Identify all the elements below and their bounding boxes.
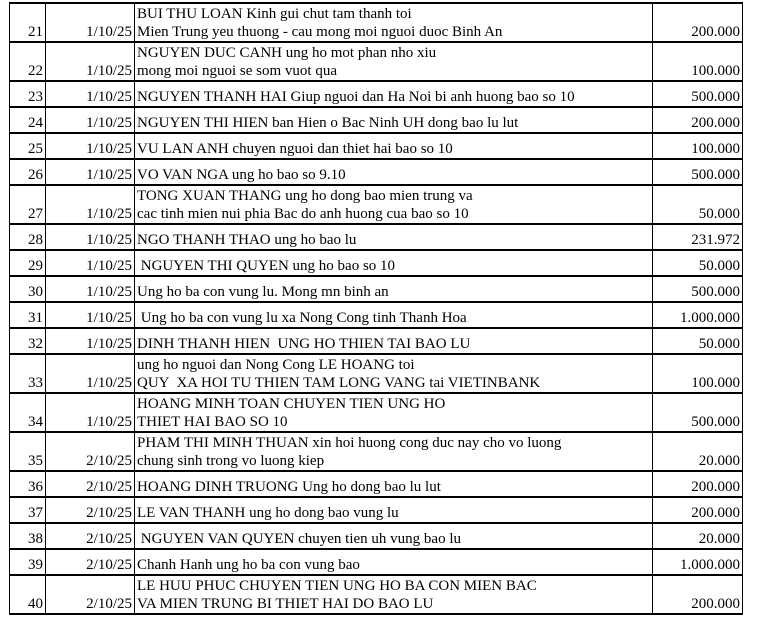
- transaction-date: 1/10/25: [46, 250, 135, 276]
- description-line: HOANG DINH TRUONG Ung ho dong bao lu lut: [137, 479, 441, 495]
- table-row: [10, 159, 743, 185]
- table-row: [10, 432, 743, 471]
- transaction-date: 1/10/25: [46, 276, 135, 302]
- description-line: LE HUU PHUC CHUYEN TIEN UNG HO BA CON MIEN BAC: [137, 578, 537, 594]
- description-line: cac tinh mien nui phia Bac do anh huong cua bao so 10: [137, 206, 469, 222]
- donation-description: [135, 354, 653, 393]
- table-row: [10, 81, 743, 107]
- transaction-date: 2/10/25: [46, 549, 135, 575]
- row-number: 21: [10, 3, 46, 42]
- donation-description: [135, 393, 653, 432]
- row-number: 30: [10, 276, 46, 302]
- donation-description: [135, 471, 653, 497]
- donation-description: [135, 3, 653, 42]
- donation-table: [9, 2, 743, 615]
- transaction-date: 1/10/25: [46, 133, 135, 159]
- description-line: Ung ho ba con vung lu. Mong mn binh an: [137, 284, 389, 300]
- row-number: 37: [10, 497, 46, 523]
- row-number: 27: [10, 185, 46, 224]
- donation-amount: 100.000: [653, 42, 743, 81]
- table-row: [10, 523, 743, 549]
- description-line: Mien Trung yeu thuong - cau mong moi nguoi duoc Binh An: [137, 24, 503, 40]
- transaction-date: 2/10/25: [46, 497, 135, 523]
- table-row: [10, 276, 743, 302]
- table-row: [10, 107, 743, 133]
- table-row: [10, 549, 743, 575]
- table-row: [10, 3, 743, 42]
- row-number: 40: [10, 575, 46, 614]
- donation-amount: 200.000: [653, 575, 743, 614]
- donation-amount: 500.000: [653, 276, 743, 302]
- donation-amount: 20.000: [653, 523, 743, 549]
- row-number: 26: [10, 159, 46, 185]
- donation-description: [135, 302, 653, 328]
- description-line: Chanh Hanh ung ho ba con vung bao: [137, 557, 360, 573]
- donation-description: [135, 328, 653, 354]
- description-line: DINH THANH HIEN UNG HO THIEN TAI BAO LU: [137, 336, 471, 352]
- transaction-date: 1/10/25: [46, 354, 135, 393]
- table-row: [10, 471, 743, 497]
- description-line: NGO THANH THAO ung ho bao lu: [137, 232, 357, 248]
- description-line: VU LAN ANH chuyen nguoi dan thiet hai bao so 10: [137, 141, 453, 157]
- donation-amount: 231.972: [653, 224, 743, 250]
- donation-amount: 100.000: [653, 133, 743, 159]
- description-line: NGUYEN THANH HAI Giup nguoi dan Ha Noi bi anh huong bao so 10: [137, 89, 575, 105]
- transaction-date: 1/10/25: [46, 107, 135, 133]
- description-line: NGUYEN THI QUYEN ung ho bao so 10: [137, 258, 396, 274]
- table-row: [10, 393, 743, 432]
- donation-amount: 500.000: [653, 81, 743, 107]
- donation-amount: 200.000: [653, 107, 743, 133]
- table-row: [10, 497, 743, 523]
- description-line: PHAM THI MINH THUAN xin hoi huong cong duc nay cho vo luong: [137, 435, 562, 451]
- donation-amount: 200.000: [653, 3, 743, 42]
- row-number: 24: [10, 107, 46, 133]
- transaction-date: 1/10/25: [46, 159, 135, 185]
- donation-description: [135, 432, 653, 471]
- description-line: BUI THU LOAN Kinh gui chut tam thanh toi: [137, 6, 412, 22]
- table-row: [10, 328, 743, 354]
- transaction-date: 1/10/25: [46, 81, 135, 107]
- donation-amount: 500.000: [653, 159, 743, 185]
- donation-amount: 50.000: [653, 250, 743, 276]
- row-number: 25: [10, 133, 46, 159]
- donation-description: [135, 159, 653, 185]
- description-line: ung ho nguoi dan Nong Cong LE HOANG toi: [137, 357, 415, 373]
- table-row: [10, 302, 743, 328]
- donation-amount: 100.000: [653, 354, 743, 393]
- description-line: mong moi nguoi se som vuot qua: [137, 63, 337, 79]
- donation-amount: 20.000: [653, 432, 743, 471]
- donation-description: [135, 185, 653, 224]
- donation-description: [135, 107, 653, 133]
- row-number: 31: [10, 302, 46, 328]
- donation-description: [135, 133, 653, 159]
- transaction-date: 1/10/25: [46, 328, 135, 354]
- donation-amount: 1.000.000: [653, 549, 743, 575]
- table-row: [10, 575, 743, 614]
- row-number: 33: [10, 354, 46, 393]
- description-line: VA MIEN TRUNG BI THIET HAI DO BAO LU: [137, 596, 434, 612]
- description-line: NGUYEN THI HIEN ban Hien o Bac Ninh UH dong bao lu lut: [137, 115, 519, 131]
- transaction-date: 1/10/25: [46, 3, 135, 42]
- table-row: [10, 133, 743, 159]
- donation-amount: 200.000: [653, 471, 743, 497]
- table-row: [10, 224, 743, 250]
- description-line: THIET HAI BAO SO 10: [137, 414, 288, 430]
- donation-description: [135, 497, 653, 523]
- description-line: NGUYEN DUC CANH ung ho mot phan nho xiu: [137, 45, 437, 61]
- transaction-date: 1/10/25: [46, 302, 135, 328]
- table-row: [10, 250, 743, 276]
- description-line: QUY XA HOI TU THIEN TAM LONG VANG tai VIETINBANK: [137, 375, 541, 391]
- table-row: [10, 185, 743, 224]
- transaction-date: 1/10/25: [46, 42, 135, 81]
- row-number: 22: [10, 42, 46, 81]
- row-number: 35: [10, 432, 46, 471]
- transaction-date: 2/10/25: [46, 575, 135, 614]
- donation-amount: 50.000: [653, 328, 743, 354]
- row-number: 28: [10, 224, 46, 250]
- description-line: TONG XUAN THANG ung ho dong bao mien trung va: [137, 188, 473, 204]
- transaction-date: 1/10/25: [46, 185, 135, 224]
- transaction-date: 2/10/25: [46, 471, 135, 497]
- row-number: 32: [10, 328, 46, 354]
- donation-description: [135, 224, 653, 250]
- donation-amount: 200.000: [653, 497, 743, 523]
- donation-amount: 50.000: [653, 185, 743, 224]
- donation-description: [135, 523, 653, 549]
- donation-description: [135, 42, 653, 81]
- donation-table-body: [10, 3, 743, 614]
- transaction-date: 2/10/25: [46, 432, 135, 471]
- row-number: 29: [10, 250, 46, 276]
- description-line: VO VAN NGA ung ho bao so 9.10: [137, 167, 346, 183]
- row-number: 39: [10, 549, 46, 575]
- donation-description: [135, 276, 653, 302]
- transaction-date: 1/10/25: [46, 224, 135, 250]
- donation-description: [135, 81, 653, 107]
- donation-description: [135, 250, 653, 276]
- donation-description: [135, 575, 653, 614]
- table-row: [10, 42, 743, 81]
- description-line: HOANG MINH TOAN CHUYEN TIEN UNG HO: [137, 396, 446, 412]
- transaction-date: 1/10/25: [46, 393, 135, 432]
- row-number: 23: [10, 81, 46, 107]
- description-line: Ung ho ba con vung lu xa Nong Cong tinh Thanh Hoa: [137, 310, 467, 326]
- donation-amount: 500.000: [653, 393, 743, 432]
- transaction-date: 2/10/25: [46, 523, 135, 549]
- row-number: 38: [10, 523, 46, 549]
- table-row: [10, 354, 743, 393]
- row-number: 34: [10, 393, 46, 432]
- description-line: chung sinh trong vo luong kiep: [137, 453, 325, 469]
- donation-amount: 1.000.000: [653, 302, 743, 328]
- row-number: 36: [10, 471, 46, 497]
- description-line: NGUYEN VAN QUYEN chuyen tien uh vung bao lu: [137, 531, 461, 547]
- description-line: LE VAN THANH ung ho dong bao vung lu: [137, 505, 399, 521]
- donation-description: [135, 549, 653, 575]
